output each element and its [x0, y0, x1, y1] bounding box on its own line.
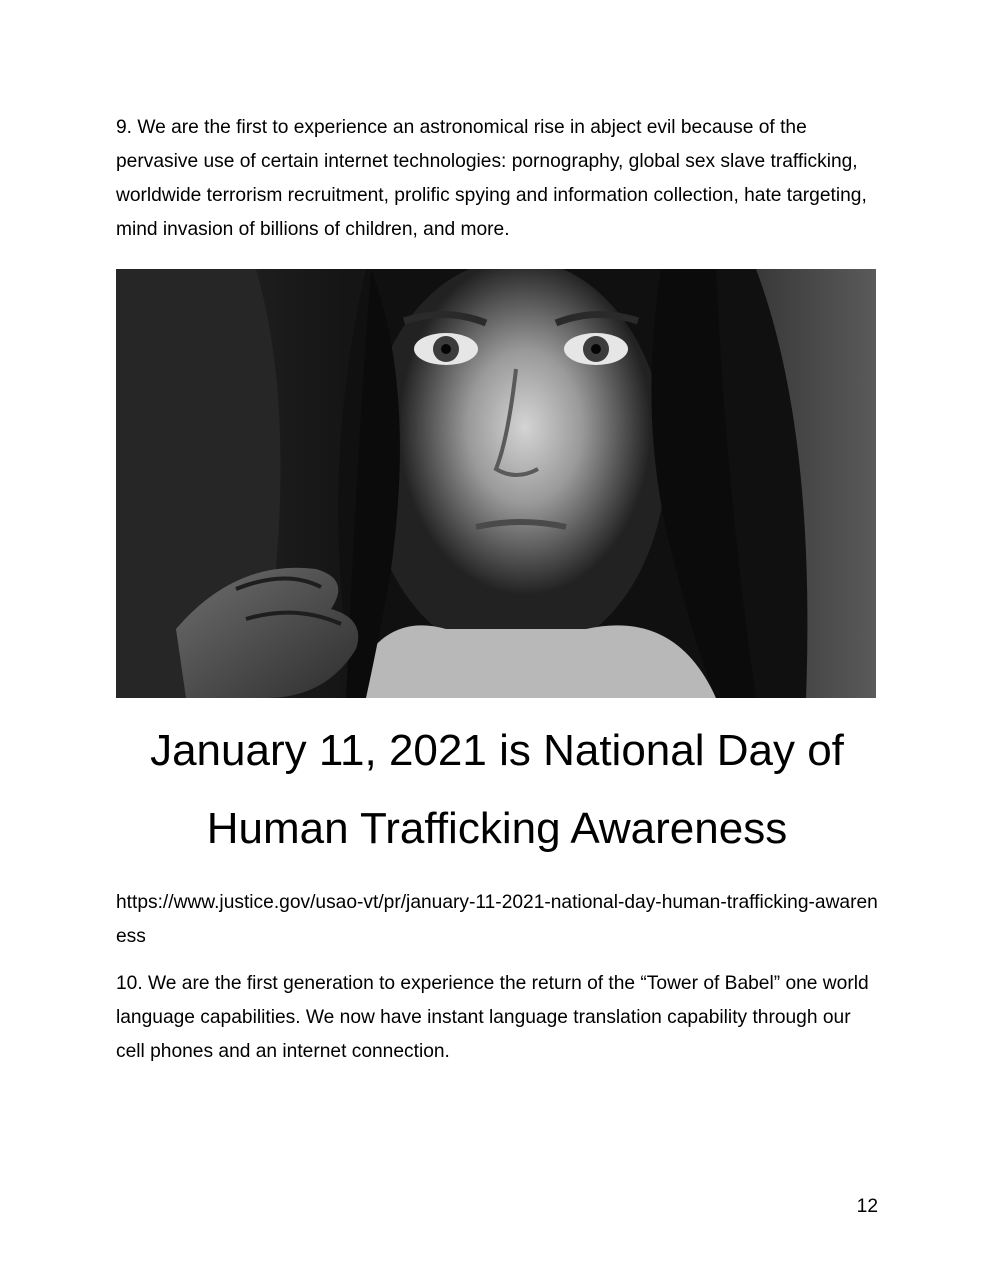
source-url-link[interactable]: https://www.justice.gov/usao-vt/pr/january-11-2021-national-day-human-trafficking-awareness: [116, 892, 878, 947]
headline-line-1: January 11, 2021 is National Day of: [150, 726, 844, 775]
headline-line-2: Human Trafficking Awareness: [206, 804, 788, 853]
page-number: 12: [856, 1196, 878, 1217]
paragraph-9: 9. We are the first to experience an astronomical rise in abject evil because of the pervasive use of certain internet technologies: pornography, global sex slave trafficking, worldwide terrorism recruitment, prolific spying and information collection, hate targeting, mind invasion of billions of children, and more.: [116, 117, 867, 240]
paragraph-10: 10. We are the first generation to experience the return of the “Tower of Babel” one world language capabilities. We now have instant language translation capability through our cell phones and an internet connection.: [116, 973, 869, 1062]
child-portrait-photo: [116, 269, 876, 698]
headline: [60, 712, 934, 868]
